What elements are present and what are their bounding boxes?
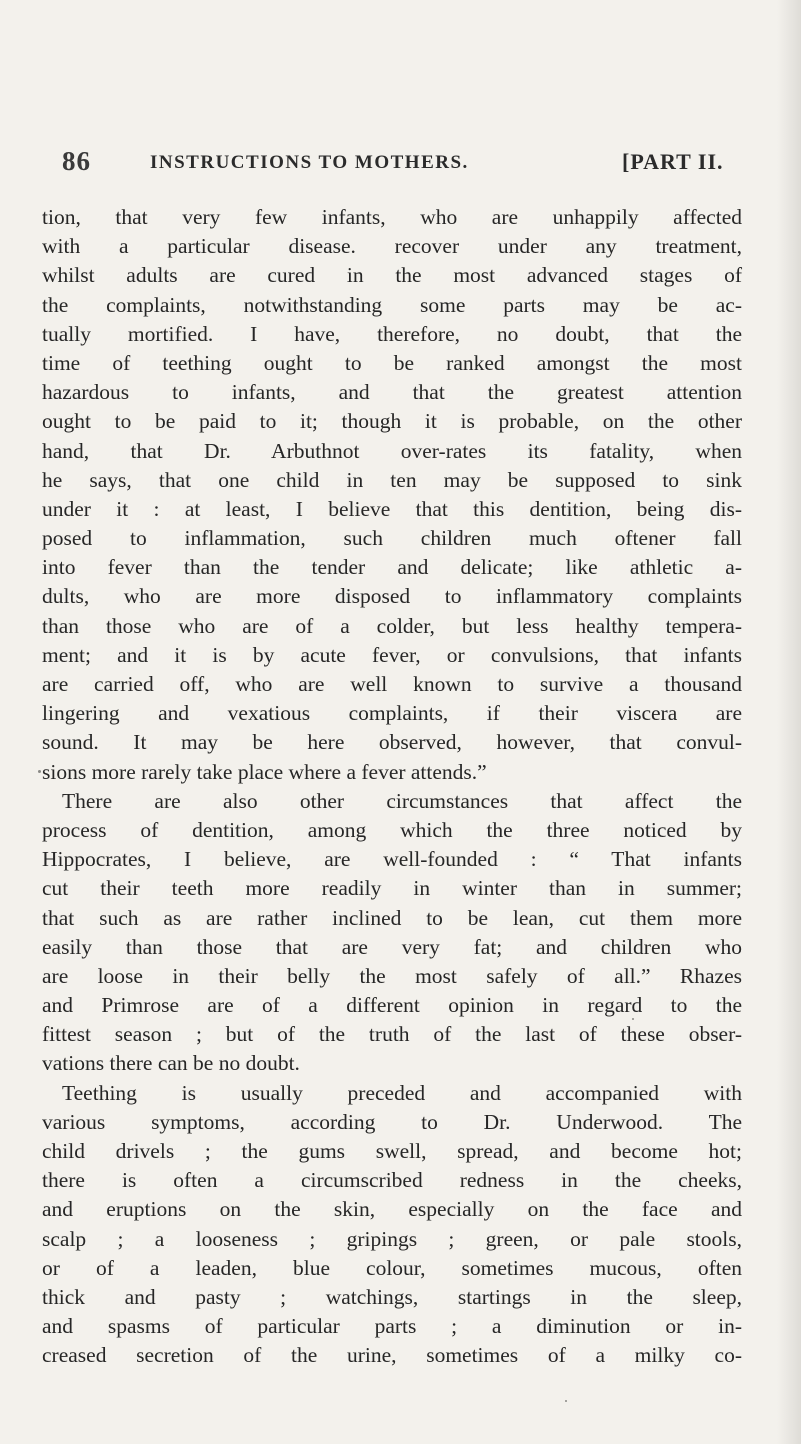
text-line: posed to inflammation, such children much oftener fall [42,526,742,551]
text-line: ought to be paid to it; though it is probable, on the other [42,409,742,434]
text-line: tion, that very few infants, who are unhappily affected [42,205,742,229]
text-line: cut their teeth more readily in winter than in summer; [42,876,742,901]
text-line: and spasms of particular parts ; a diminution or in- [42,1314,742,1339]
text-line: than those who are of a colder, but less healthy tempera- [42,613,742,638]
part-label: [PART II. [622,149,724,174]
text-line: that such as are rather inclined to be lean, cut them more [42,905,742,930]
text-line: various symptoms, according to Dr. Underwood. The [42,1109,742,1134]
body-text [42,203,742,1371]
text-line: process of dentition, among which the three noticed by [42,817,742,842]
text-line: scalp ; a looseness ; gripings ; green, or pale stools, [42,1226,742,1251]
text-line: fittest season ; but of the truth of the last of these obser- [42,1022,742,1047]
text-line: hazardous to infants, and that the greatest attention [42,380,742,405]
running-header [62,146,742,186]
paper-speck [38,770,41,773]
text-line: There are also other circumstances that affect the [62,788,742,813]
text-line: into fever than the tender and delicate; like athletic a- [42,555,742,580]
text-line: child drivels ; the gums swell, spread, and become hot; [42,1139,742,1163]
text-line: whilst adults are cured in the most advanced stages of [42,263,742,288]
text-line: and eruptions on the skin, especially on the face and [42,1197,742,1222]
text-line: with a particular disease. recover under any treatment, [42,234,742,259]
text-line: are carried off, who are well known to survive a thousand [42,672,742,696]
text-line: sound. It may be here observed, however, that convul- [42,730,742,755]
page-edge-shadow [777,0,801,1444]
text-line: Teething is usually preceded and accompanied with [62,1080,742,1105]
text-line: lingering and vexatious complaints, if their viscera are [42,701,742,726]
text-line: are loose in their belly the most safely of all.” Rhazes [42,963,742,988]
page-number: 86 [62,146,91,176]
text-line: tually mortified. I have, therefore, no doubt, that the [42,321,742,346]
text-line: Hippocrates, I believe, are well-founded : “ That infants [42,847,742,872]
text-line: sions more rarely take place where a fever attends.” [42,759,487,784]
text-line: vations there can be no doubt. [42,1051,300,1076]
running-title: INSTRUCTIONS TO MOTHERS. [150,152,469,173]
text-line: there is often a circumscribed redness in the cheeks, [42,1168,742,1193]
paper-speck [565,1400,567,1402]
text-line: under it : at least, I believe that this dentition, being dis- [42,496,742,521]
paper-speck [632,1018,634,1020]
text-line: the complaints, notwithstanding some parts may be ac- [42,292,742,317]
text-line: thick and pasty ; watchings, startings in the sleep, [42,1284,742,1309]
text-line: and Primrose are of a different opinion in regard to the [42,993,742,1018]
text-line: dults, who are more disposed to inflammatory complaints [42,584,742,609]
text-line: creased secretion of the urine, sometimes of a milky co- [42,1343,742,1368]
text-line: he says, that one child in ten may be supposed to sink [42,467,742,492]
text-line: ment; and it is by acute fever, or convulsions, that infants [42,642,742,667]
text-line: or of a leaden, blue colour, sometimes mucous, often [42,1255,742,1280]
text-line: easily than those that are very fat; and children who [42,934,742,959]
text-line: time of teething ought to be ranked amongst the most [42,350,742,375]
text-line: hand, that Dr. Arbuthnot over-rates its fatality, when [42,438,742,463]
